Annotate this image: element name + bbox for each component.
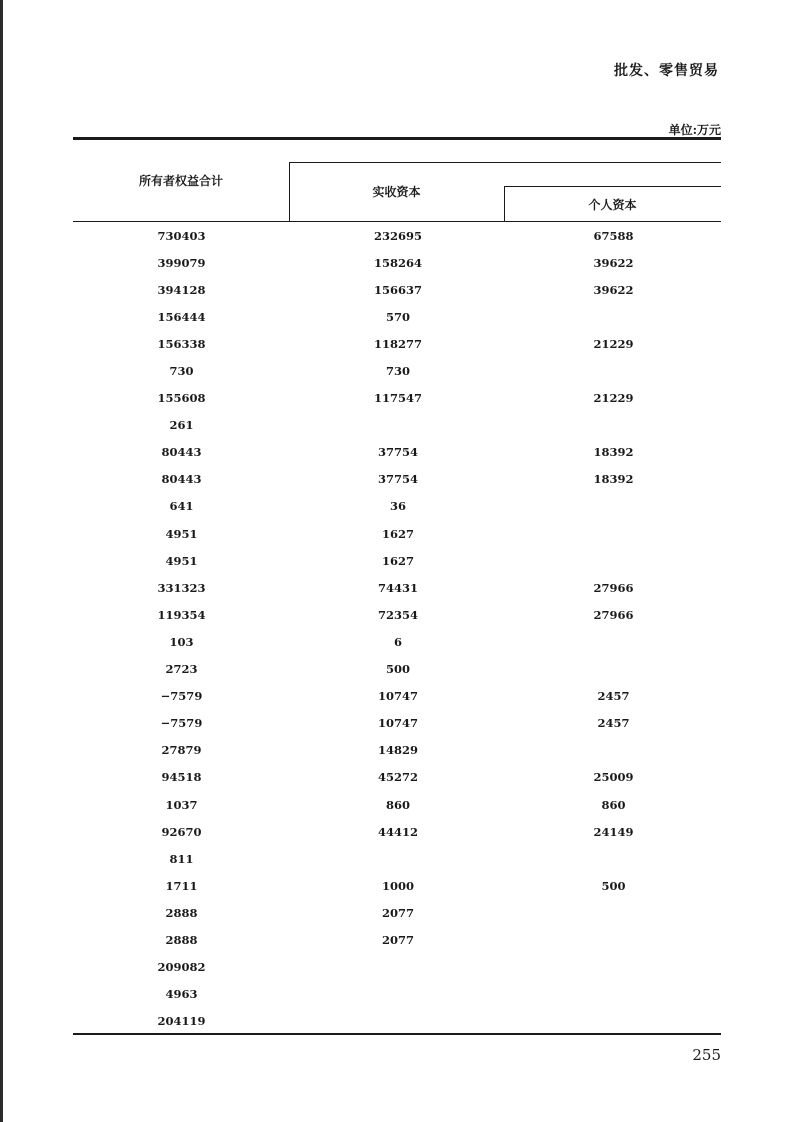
table-row [73,954,721,981]
table-row [73,791,721,818]
table-cell: 1037 [165,797,198,812]
table-cell: 1627 [381,553,414,568]
table-cell: 18392 [593,472,634,487]
table-row [73,710,721,737]
table-row [73,357,721,384]
table-cell: 10747 [377,716,418,731]
column-header-owners-equity-total: 所有者权益合计 [138,174,223,188]
table-row [73,981,721,1008]
table-row [73,385,721,412]
table-row [73,547,721,574]
table-row [73,926,721,953]
table-row [73,222,721,249]
table-cell: 72354 [377,607,418,622]
table-cell: 2077 [381,905,414,920]
table-row [73,899,721,926]
table-cell: 500 [385,662,410,677]
table-cell: 860 [385,797,410,812]
table-row [73,493,721,520]
table-cell: 103 [169,634,194,649]
table-cell: 92670 [161,824,202,839]
table-cell: 94518 [161,770,202,785]
table-body [73,222,721,1035]
table-cell: −7579 [160,716,203,731]
table-cell: 156444 [157,309,206,324]
table-cell: 331323 [157,580,206,595]
page-edge-line [0,0,3,1122]
table-cell: 74431 [377,580,418,595]
table-cell: 27966 [593,580,634,595]
table-cell: 10747 [377,689,418,704]
table-row [73,249,721,276]
table-cell: 27966 [593,607,634,622]
table-cell: 1711 [165,878,198,893]
table-cell: 209082 [157,960,206,975]
table-row [73,303,721,330]
table-cell: 158264 [373,255,422,270]
table-cell: 6 [393,634,402,649]
table-cell: 2457 [597,689,630,704]
table-cell: 4963 [165,987,198,1002]
table-cell: 24149 [593,824,634,839]
table-cell: 261 [169,418,194,433]
table-row [73,683,721,710]
table-cell: 570 [385,309,410,324]
table-cell: 21229 [593,336,634,351]
table-row [73,412,721,439]
table-cell: 118277 [373,336,422,351]
table-cell: 204119 [157,1014,206,1029]
table-cell: 1000 [381,878,414,893]
table-cell: 25009 [593,770,634,785]
table-row [73,276,721,303]
table-cell: 117547 [373,391,422,406]
table-cell: 67588 [593,228,634,243]
table-cell: 2888 [165,932,198,947]
table-top-rule [73,137,721,140]
table-cell: 44412 [377,824,418,839]
table-cell: 27879 [161,743,202,758]
table-row [73,872,721,899]
header-subspan-line [504,186,721,187]
table-row [73,601,721,628]
table-row [73,818,721,845]
table-row [73,439,721,466]
table-cell: 730403 [157,228,206,243]
table-cell: 811 [169,851,194,866]
table-cell: 21229 [593,391,634,406]
table-row [73,466,721,493]
table-row [73,574,721,601]
section-title: 批发、零售贸易 [614,63,719,79]
table-cell: 394128 [157,282,206,297]
table-cell: 2723 [165,662,198,677]
table-cell: 14829 [377,743,418,758]
table-cell: 155608 [157,391,206,406]
table-cell: 2457 [597,716,630,731]
header-span-line [289,162,721,163]
table-row [73,1008,721,1035]
table-cell: 2888 [165,905,198,920]
table-row [73,737,721,764]
column-header-individual-capital: 个人资本 [588,198,637,212]
table-cell: 860 [601,797,626,812]
table-cell: 156637 [373,282,422,297]
table-cell: 37754 [377,472,418,487]
table-cell: 18392 [593,445,634,460]
table-cell: 232695 [373,228,422,243]
table-cell: 399079 [157,255,206,270]
table-row [73,845,721,872]
table-row [73,520,721,547]
table-cell: 119354 [157,607,206,622]
table-row [73,628,721,655]
table-cell: 39622 [593,282,634,297]
table-cell: 641 [169,499,194,514]
table-cell: 2077 [381,932,414,947]
table-cell: 730 [385,364,410,379]
table-cell: 39622 [593,255,634,270]
table-cell: 80443 [161,472,202,487]
table-cell: −7579 [160,689,203,704]
table-cell: 80443 [161,445,202,460]
unit-label: 单位:万元 [668,123,721,137]
table-cell: 4951 [165,526,198,541]
table-cell: 500 [601,878,626,893]
column-header-paid-in-capital: 实收资本 [372,185,421,199]
table-row [73,656,721,683]
table-row [73,764,721,791]
table-cell: 45272 [377,770,418,785]
table-cell: 156338 [157,336,206,351]
table-cell: 1627 [381,526,414,541]
table-cell: 730 [169,364,194,379]
table-row [73,330,721,357]
table-cell: 4951 [165,553,198,568]
page-number: 255 [692,1046,721,1064]
table-bottom-rule [73,1033,721,1035]
table-cell: 37754 [377,445,418,460]
table-cell: 36 [389,499,406,514]
